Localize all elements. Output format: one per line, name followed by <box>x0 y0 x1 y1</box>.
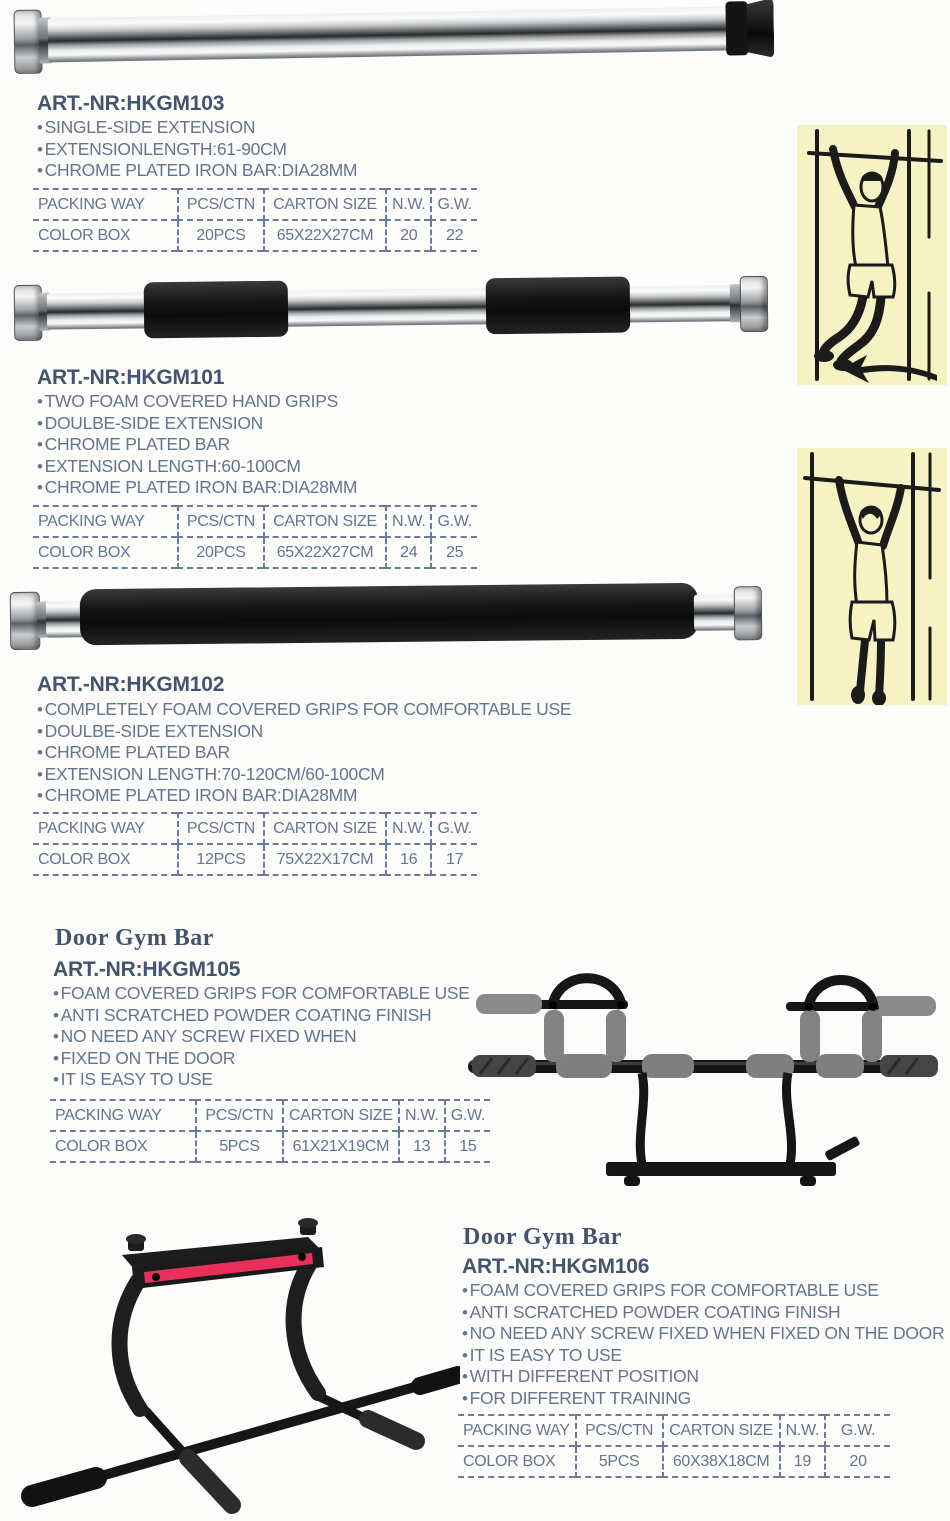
feature-item: • IT IS EASY TO USE <box>462 1345 944 1367</box>
cell-gw: 17 <box>430 845 476 876</box>
pullup-illustration-knees-bent <box>797 125 947 385</box>
cell-gw: 22 <box>430 221 476 252</box>
col-header-gw: G.W. <box>430 505 476 538</box>
feature-list-hkgm102 <box>37 699 571 807</box>
product-photo-hkgm101-bar <box>14 273 767 342</box>
col-header-nw: N.W. <box>398 1099 444 1132</box>
feature-item: • CHROME PLATED BAR <box>37 742 571 764</box>
feature-list-hkgm101 <box>37 391 357 499</box>
packing-table-hkgm102 <box>33 812 477 876</box>
col-header-nw: N.W. <box>385 812 430 845</box>
feature-item: • FIXED ON THE DOOR <box>53 1048 470 1070</box>
product-photo-hkgm106 <box>10 1215 460 1515</box>
feature-item: • SINGLE-SIDE EXTENSION <box>37 117 357 139</box>
col-header-nw: N.W. <box>385 188 430 221</box>
bar-tube-right <box>694 594 736 630</box>
product-photo-hkgm105 <box>455 952 947 1190</box>
col-header-pcs-ctn: PCS/CTN <box>195 1099 282 1132</box>
col-header-carton-size: CARTON SIZE <box>282 1099 398 1132</box>
col-header-nw: N.W. <box>385 505 430 538</box>
product-photo-hkgm102-bar <box>10 577 761 651</box>
cell-pcs-ctn: 20PCS <box>177 221 263 252</box>
feature-item: • ANTI SCRATCHED POWDER COATING FINISH <box>462 1302 944 1324</box>
product-photo-hkgm103-bar <box>13 0 782 74</box>
feature-item: • DOULBE-SIDE EXTENSION <box>37 413 357 435</box>
cell-gw: 25 <box>430 538 476 569</box>
packing-table-hkgm101 <box>33 505 477 569</box>
feature-list-hkgm106 <box>462 1280 944 1410</box>
cell-gw: 15 <box>444 1132 490 1163</box>
art-number-hkgm101: ART.-NR:HKGM101 <box>37 366 225 389</box>
cell-packing-way: COLOR BOX <box>33 221 177 252</box>
feature-item: • ANTI SCRATCHED POWDER COATING FINISH <box>53 1005 470 1027</box>
cell-pcs-ctn: 12PCS <box>177 845 263 876</box>
packing-table-hkgm103 <box>33 188 477 252</box>
bar-flange-left <box>10 592 41 650</box>
feature-item: • WITH DIFFERENT POSITION <box>462 1366 944 1388</box>
art-number-hkgm105: ART.-NR:HKGM105 <box>53 958 241 981</box>
col-header-gw: G.W. <box>824 1414 890 1447</box>
cell-gw: 20 <box>824 1447 890 1478</box>
bar-foam-grip-right <box>486 276 631 334</box>
bar-foam-body <box>80 583 699 645</box>
cell-nw: 19 <box>779 1447 824 1478</box>
bar-tube <box>48 7 731 63</box>
cell-nw: 13 <box>398 1132 444 1163</box>
cell-carton-size: 65X22X27CM <box>263 221 385 252</box>
cell-carton-size: 65X22X27CM <box>263 538 385 569</box>
cell-nw: 24 <box>385 538 430 569</box>
col-header-pcs-ctn: PCS/CTN <box>177 505 263 538</box>
col-header-packing-way: PACKING WAY <box>458 1414 575 1447</box>
feature-item: • FOAM COVERED GRIPS FOR COMFORTABLE USE <box>53 983 470 1005</box>
col-header-packing-way: PACKING WAY <box>50 1099 195 1132</box>
feature-item: • EXTENSION LENGTH:60-100CM <box>37 456 357 478</box>
cell-packing-way: COLOR BOX <box>458 1447 575 1478</box>
cell-carton-size: 60X38X18CM <box>662 1447 779 1478</box>
col-header-carton-size: CARTON SIZE <box>662 1414 779 1447</box>
art-number-hkgm106: ART.-NR:HKGM106 <box>462 1255 650 1278</box>
col-header-gw: G.W. <box>430 812 476 845</box>
bar-rubber-ring <box>725 1 748 55</box>
cell-pcs-ctn: 5PCS <box>195 1132 282 1163</box>
feature-item: • TWO FOAM COVERED HAND GRIPS <box>37 391 357 413</box>
bar-flange-right <box>740 276 769 332</box>
cell-carton-size: 75X22X17CM <box>263 845 385 876</box>
cell-packing-way: COLOR BOX <box>50 1132 195 1163</box>
section-title-door-gym-bar: Door Gym Bar <box>463 1224 622 1250</box>
feature-item: • COMPLETELY FOAM COVERED GRIPS FOR COMFORTABLE USE <box>37 699 571 721</box>
feature-item: • CHROME PLATED IRON BAR:DIA28MM <box>37 785 571 807</box>
col-header-carton-size: CARTON SIZE <box>263 812 385 845</box>
feature-item: • EXTENSION LENGTH:70-120CM/60-100CM <box>37 764 571 786</box>
feature-item: • CHROME PLATED IRON BAR:DIA28MM <box>37 160 357 182</box>
feature-item: • NO NEED ANY SCREW FIXED WHEN <box>53 1026 470 1048</box>
col-header-pcs-ctn: PCS/CTN <box>177 188 263 221</box>
feature-item: • FOR DIFFERENT TRAINING <box>462 1388 944 1410</box>
cell-packing-way: COLOR BOX <box>33 538 177 569</box>
col-header-pcs-ctn: PCS/CTN <box>177 812 263 845</box>
col-header-pcs-ctn: PCS/CTN <box>575 1414 662 1447</box>
cell-packing-way: COLOR BOX <box>33 845 177 876</box>
section-title-door-gym-bar: Door Gym Bar <box>55 925 214 951</box>
pullup-illustration-hanging <box>797 448 947 705</box>
col-header-carton-size: CARTON SIZE <box>263 188 385 221</box>
feature-item: • CHROME PLATED BAR <box>37 434 357 456</box>
bar-flange-right <box>734 586 763 640</box>
feature-list-hkgm105 <box>53 983 470 1091</box>
packing-table-hkgm105 <box>50 1099 490 1163</box>
feature-item: • IT IS EASY TO USE <box>53 1069 470 1091</box>
feature-item: • CHROME PLATED IRON BAR:DIA28MM <box>37 477 357 499</box>
col-header-packing-way: PACKING WAY <box>33 812 177 845</box>
feature-list-hkgm103 <box>37 117 357 182</box>
feature-item: • EXTENSIONLENGTH:61-90CM <box>37 139 357 161</box>
feature-item: • FOAM COVERED GRIPS FOR COMFORTABLE USE <box>462 1280 944 1302</box>
packing-table-hkgm106 <box>458 1414 890 1478</box>
feature-item: • NO NEED ANY SCREW FIXED WHEN FIXED ON THE DOOR <box>462 1323 944 1345</box>
col-header-carton-size: CARTON SIZE <box>263 505 385 538</box>
cell-pcs-ctn: 5PCS <box>575 1447 662 1478</box>
cell-nw: 20 <box>385 221 430 252</box>
cell-carton-size: 61X21X19CM <box>282 1132 398 1163</box>
col-header-packing-way: PACKING WAY <box>33 188 177 221</box>
col-header-nw: N.W. <box>779 1414 824 1447</box>
col-header-packing-way: PACKING WAY <box>33 505 177 538</box>
art-number-hkgm103: ART.-NR:HKGM103 <box>37 92 225 115</box>
cell-nw: 16 <box>385 845 430 876</box>
cell-pcs-ctn: 20PCS <box>177 538 263 569</box>
bar-foam-grip-left <box>144 281 289 339</box>
col-header-gw: G.W. <box>444 1099 490 1132</box>
bar-end-cap <box>746 0 774 58</box>
feature-item: • DOULBE-SIDE EXTENSION <box>37 721 571 743</box>
col-header-gw: G.W. <box>430 188 476 221</box>
art-number-hkgm102: ART.-NR:HKGM102 <box>37 673 225 696</box>
